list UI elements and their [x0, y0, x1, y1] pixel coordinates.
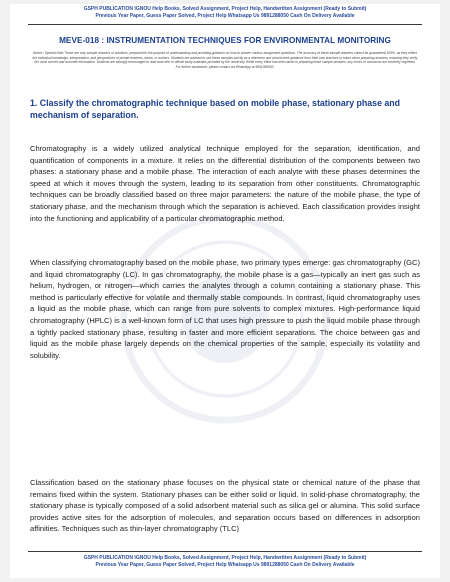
header-line-2: Previous Year Paper, Guess Paper Solved, Project Help Whatsapp Us 9891288050 Cash On Delivery Available [95, 13, 355, 19]
footer-divider [28, 551, 422, 552]
document-title: MEVE-018 : INSTRUMENTATION TECHNIQUES FOR ENVIRONMENTAL MONITORING [59, 36, 391, 45]
disclaimer-note: Notice / Special Note These are only sample answers or solutions, prepared for the purpose of understanding and providing guidance on how to answer various assignment questions. The accuracy of these sample answers cannot be guaranteed 100%, as they reflect the individual knowledge, interpretation, and perspectives of private teachers, tutors, or authors. Students are advised to use these samples strictly as a reference and should seek guidance from their own teachers or tutors when preparing answers, ensuring they verify the most current and accurate information. Students are strongly encouraged to read and refer to official study materials provided by the university. While every effort has been taken in preparing these sample answers, any errors or omissions are sincerely regretted. For further assistance, please contact via WhatsApp at 9891288050. [32, 51, 418, 70]
footer-line-1: GSPH PUBLICATION IGNOU Help Books, Solved Assignment, Project Help, Handwritten Assignment (Ready to Submit) [83, 555, 367, 561]
header-line-1: GSPH PUBLICATION IGNOU Help Books, Solved Assignment, Project Help, Handwritten Assignment (Ready to Submit) [83, 6, 367, 12]
paragraph: Classification based on the stationary phase focuses on the physical state or chemical nature of the phase that remains fixed within the system. Stationary phases can be either solid or liquid. In solid-phase chromatography, the stationary phase is typically composed of a solid adsorbent material such as silica gel or alumina. This solid surface provides active sites for the adsorption of molecules, and separation occurs based on differences in adsorption affinities. Techniques such as thin-layer chromatography (TLC) [30, 478, 420, 534]
paragraph: When classifying chromatography based on the mobile phase, two primary types emerge: gas chromatography (GC) and liquid chromatography (LC). In gas chromatography, the mobile phase is a gas—typically an inert gas such as helium, hydrogen, or nitrogen—which carries the analytes through a column containing a stationary phase. This method is particularly effective for volatile and thermally stable compounds. In contrast, liquid chromatography uses a liquid as the mobile phase, which can range from pure solvents to complex mixtures. High-performance liquid chromatography (HPLC) is a well-known form of LC that uses high pressure to push the liquid mobile phase through a tightly packed stationary phase, resulting in faster and more efficient separations. The choice between gas and liquid as the mobile phase largely depends on the chemical properties of the sample, especially its volatility and solubility. [30, 258, 420, 360]
page-header [10, 6, 440, 20]
question-heading: 1. Classify the chromatographic technique based on mobile phase, stationary phase and mechanism of separation. [30, 98, 401, 120]
page-footer [10, 555, 440, 569]
answer-body [30, 143, 420, 569]
paragraph: Chromatography is a widely utilized analytical technique employed for the separation, identification, and quantification of components in a mixture. It relies on the differential distribution of the components between two phases: a stationary phase and a mobile phase. The interaction of each analyte with these phases determines the speed at which it moves through the system, leading to its separation from other constituents. Chromatographic techniques can be broadly classified based on three major parameters: the nature of the mobile phase, the type of stationary phase, and the mechanism through which the separation is achieved. Each classification provides insight into the functioning and applicability of a particular chromatographic method. [30, 144, 420, 223]
footer-line-2: Previous Year Paper, Guess Paper Solved, Project Help Whatsapp Us 9891288050 Cash On Delivery Available [95, 562, 355, 568]
document-page [10, 4, 440, 578]
header-divider [28, 24, 422, 25]
